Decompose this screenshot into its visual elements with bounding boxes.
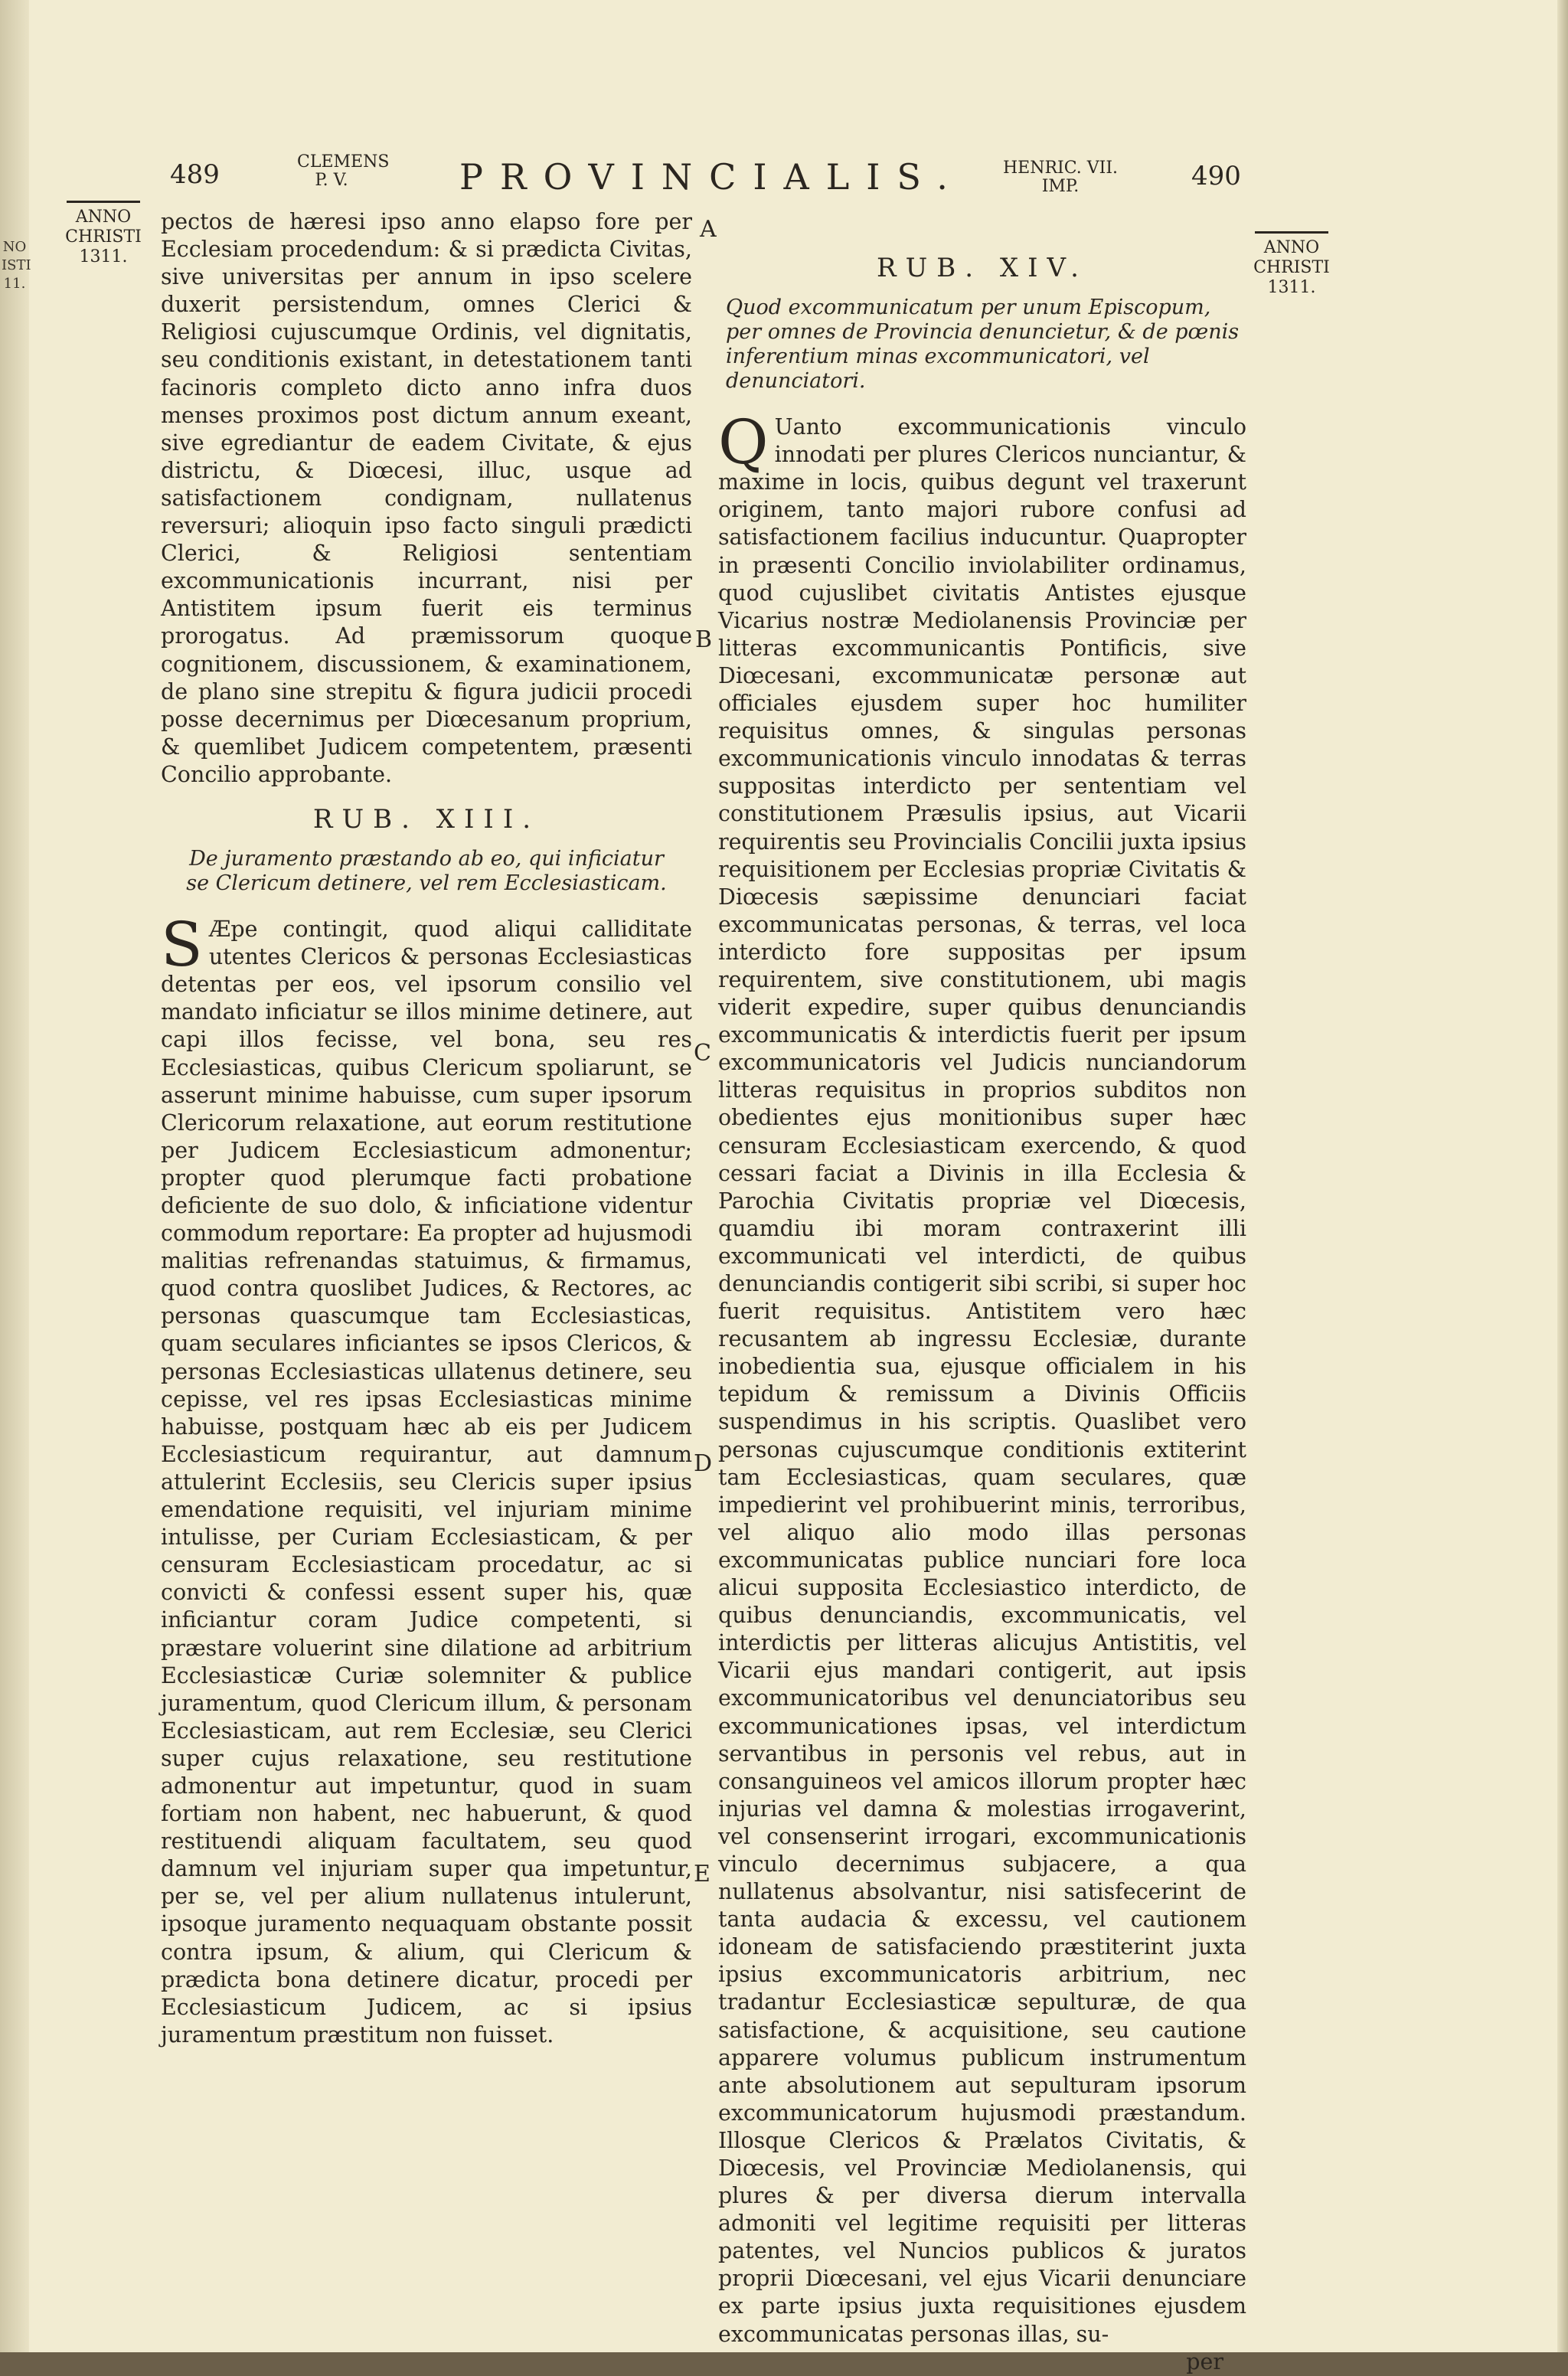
rubric-title-xiii: De juramento præstando ab eo, qui inficiatur se Clericum detinere, vel rem Ecclesiasticam. (186, 847, 667, 896)
gutter-text-2: ISTI (2, 257, 31, 273)
right-column (718, 254, 1246, 2376)
margin-letter-e: E (694, 1861, 710, 1887)
drop-cap-q: Q (718, 407, 769, 479)
previous-page-gutter (0, 0, 29, 2352)
anno-rule-right (1255, 231, 1328, 234)
anno-christi-left (61, 201, 145, 267)
anno-left-line2: CHRISTI (65, 227, 142, 247)
page-number-right: 490 (1191, 161, 1241, 191)
margin-letter-b: B (695, 626, 713, 653)
rubric-heading-xiii: RUB. XIII. (312, 803, 541, 835)
catchword: per (1186, 2348, 1223, 2374)
running-title: PROVINCIALIS. (459, 156, 965, 198)
anno-christi-right (1250, 231, 1334, 298)
left-body-paragraph (161, 909, 692, 2049)
anno-left-line3: 1311. (79, 247, 128, 266)
anno-rule-left (67, 201, 140, 203)
right-body-paragraph (718, 407, 1246, 2348)
drop-cap-s: S (161, 909, 203, 981)
anno-right-line3: 1311. (1267, 278, 1316, 297)
rubric-heading-xiv: RUB. XIV. (877, 253, 1088, 283)
anno-right-line1: ANNO (1263, 238, 1320, 257)
header-emperor (988, 159, 1133, 196)
header-emperor-title: IMP. (1041, 177, 1080, 196)
running-header (0, 153, 1568, 207)
gutter-text-3: 11. (3, 276, 26, 292)
header-pope-number: P. V. (315, 171, 348, 190)
page-edge (1557, 0, 1568, 2352)
margin-letter-a: A (700, 216, 717, 243)
anno-right-line2: CHRISTI (1253, 258, 1330, 277)
header-emperor-name: HENRIC. VII. (1002, 159, 1119, 178)
margin-letter-d: D (694, 1450, 713, 1477)
left-body-text: Æpe contingit, quod aliqui calliditate utentes Clericos & personas Ecclesiasticas detentas per eos, vel ipsorum consilio vel mandato inficiatur se illos minime detinere, aut capi illos fecisse, vel bona, seu res Ecclesiasticas, quibus Clericum spoliarunt, se asserunt minime habuisse, cum super ipsorum Clericorum relaxatione, aut eorum restitutione per Judicem Ecclesiasticum admonentur; propter quod plerumque facti probatione deficiente de suo dolo, & inficiatione videntur commodum reportare: Ea propter ad hujusmodi malitias refrenandas statuimus, & firmamus, quod contra quoslibet Judices, & Rectores, ac personas quascumque tam Ecclesiasticas, quam seculares inficiantes se ipsos Clericos, & personas Ecclesiasticas ullatenus detinere, seu cepisse, vel res ipsas Ecclesiasticas minime habuisse, postquam hæc ab eis per Judicem Ecclesiasticum requirantur, aut damnum attulerint Ecclesiis, seu Clericis super ipsius emendatione requisiti, vel injuriam minime intulisse, per Curiam Ecclesiasticam, & per censuram Ecclesiasticam procedatur, ac si convicti & confessi essent super his, quæ inficiantur coram Judice competenti, si præstare voluerint sine dilatione ad arbitrium Ecclesiasticæ Curiæ solemniter & publice juramentum, quod Clericum illum, & personam Ecclesiasticam, aut rem Ecclesiæ, seu Clerici super cujus relaxatione, seu restitutione admonentur aut impetuntur, quod in suam fortiam non habent, nec habuerunt, & quod restituendi aliquam facultatem, seu quod damnum vel injuriam super qua impetuntur, per se, vel per alium nullatenus intulerunt, ipsoque juramento nequaquam obstante possit contra ipsum, & alium, qui Clericum & prædicta bona detinere dicatur, procedi per Ecclesiasticum Judicem, ac si ipsius juramentum præstitum non fuisset. (161, 917, 692, 2048)
left-column (161, 208, 692, 2049)
left-intro-paragraph: pectos de hæresi ipso anno elapso fore per Ecclesiam procedendum: & si prædicta Civitas, sive universitas per annum in ipso scelere duxerit persistendum, omnes Clerici & Religiosi cujuscumque Ordinis, vel dignitatis, seu conditionis existant, in detestationem tanti facinoris completo dicto anno infra duos menses proximos post dictum annum exeant, sive egrediantur de eadem Civitate, & ejus districtu, & Diœcesi, illuc, usque ad satisfactionem condignam, nullatenus reversuri; alioquin ipso facto singuli prædicti Clerici, & Religiosi sententiam excommunicationis incurrant, nisi per Antistitem ipsum fuerit eis terminus prorogatus. Ad præmissorum quoque cognitionem, discussionem, & examinationem, de plano sine strepitu & figura judicii procedi posse decernimus per Diœcesanum proprium, & quemlibet Judicem competentem, præsenti Concilio approbante. (161, 209, 692, 787)
anno-left-line1: ANNO (75, 208, 132, 227)
page-number-left: 489 (170, 159, 220, 190)
header-pope-name: CLEMENS (297, 152, 390, 172)
rubric-title-xiv: Quod excommunicatum per unum Episcopum, per omnes de Provincia denuncietur, & de pœnis inferentium minas excommunicatori, vel denunciatori. (726, 296, 1240, 394)
gutter-text-1: NO (2, 239, 27, 255)
margin-letter-c: C (694, 1040, 711, 1067)
header-pope (297, 152, 390, 190)
right-body-text: Uanto excommunicationis vinculo innodati per plures Clericos nunciantur, & maxime in locis, quibus degunt vel traxerunt originem, tanto majori rubore confusi ad satisfactionem facilius inducuntur. Quapropter in præsenti Concilio inviolabiliter ordinamus, quod cujuslibet civitatis Antistes ejusque Vicarius nostræ Mediolanensis Provinciæ per litteras excommunicantis Pontificis, sive Diœcesani, excommunicatæ personæ aut officiales ejusdem super hoc humiliter requisitus omnes, & singulas personas excommunicationis vinculo innodatas & terras suppositas interdicto per sententiam vel constitutionem Præsulis ipsius, aut Vicarii requirentis seu Provincialis Concilii juxta ipsius requisitionem per Ecclesias propriæ Civitatis & Diœcesis sæpissime denunciari faciat excommunicatas personas, & terras, vel loca interdicto fore suppositas per ipsum requirentem, sive constitutionem, ubi magis viderit expedire, super quibus denunciandis excommunicatis & interdictis fuerit per ipsum excommunicatoris vel Judicis nunciandorum litteras requisitus in proprios subditos non obedientes ejus monitionibus super hæc censuram Ecclesiasticam exercendo, & quod cessari faciat a Divinis in illa Ecclesia & Parochia Civitatis propriæ vel Diœcesis, quamdiu ibi moram contraxerint illi excommunicati vel interdicti, de quibus denunciandis contigerit sibi scribi, si super hoc fuerit requisitus. Antistitem vero hæc recusantem ab ingressu Ecclesiæ, durante inobedientia sua, ejusque officialem in his tepidum & remissum a Divinis Officiis suspendimus in his scriptis. Quaslibet vero personas cujuscumque conditionis extiterint tam Ecclesiasticas, quam seculares, quæ impedierint vel prohibuerint minis, terroribus, vel aliquo alio modo illas personas excommunicatas publice nunciari fore loca alicui supposita Ecclesiastico interdicto, de quibus denunciandis, excommunicatis, vel interdictis per litteras alicujus Antistitis, vel Vicarii ejus mandari contigerit, aut ipsis excommunicatoribus vel denunciatoribus seu excommunicationes ipsas, vel interdictum servantibus in personis vel rebus, aut in consanguineos vel amicos illorum propter hæc injurias vel damna & molestias irrogaverint, vel consenserint irrogari, excommunicationis vinculo decernimus subjacere, a qua nullatenus absolvantur, nisi satisfecerint de tanta audacia & excessu, vel cautionem idoneam de satisfaciendo præstiterint juxta ipsius excommunicatoris arbitrium, nec tradantur Ecclesiasticæ sepulturæ, de qua satisfactione, & acquisitione, seu cautione apparere volumus publicum instrumentum ante absolutionem aut sepulturam ipsorum excommunicatorum hujusmodi præstandum. Illosque Clericos & Prælatos Civitatis, & Diœcesis, vel Provinciæ Mediolanensis, qui plures & per diversa dierum intervalla admoniti vel legitime requisiti per litteras patentes, vel Nuncios publicos & juratos proprii Diœcesani, vel ejus Vicarii denunciare ex parte ipsius juxta requisitiones ejusdem excommunicatas personas illas, su- (718, 414, 1246, 2347)
